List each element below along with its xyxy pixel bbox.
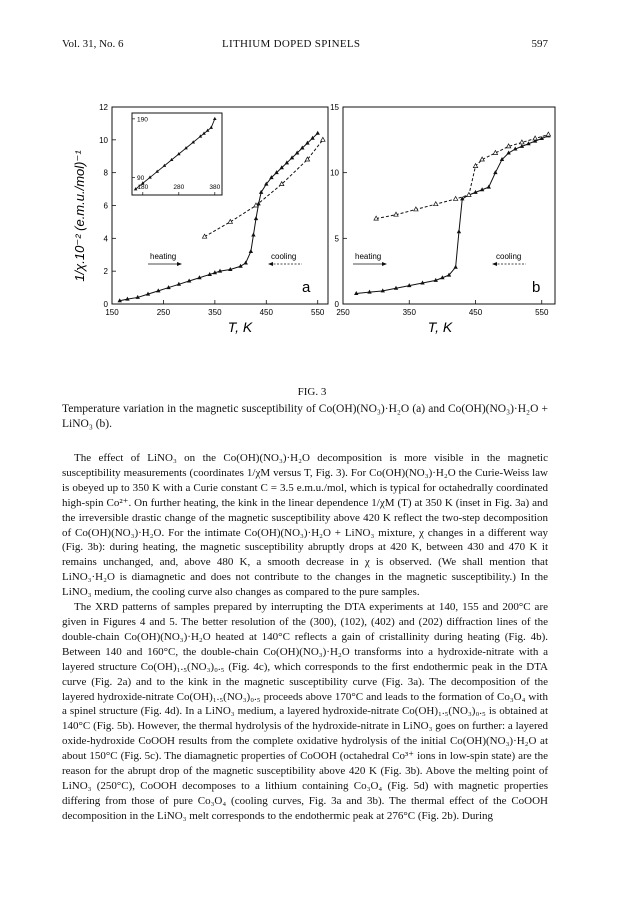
panel-a-heating-point [244,260,248,264]
panel-b-y-tick-label: 0 [334,300,339,309]
inset-y-tick-label: 190 [137,116,148,124]
panel-b-y-tick-label: 15 [330,103,339,112]
panel-a-heating-point [254,216,258,220]
panel-b-cooling-point [546,132,550,136]
panel-a-heating-arrowhead [177,262,182,266]
panel-a-y-tick-label: 6 [103,201,108,211]
panel-b-y-tick-label: 5 [334,234,339,244]
panel-b-cooling-arrowhead [492,262,497,266]
panel-a-y-tick-label: 10 [99,135,108,145]
panel-a-y-tick-label: 2 [103,267,108,277]
inset-x-tick-label: 380 [209,184,221,191]
panel-a-cooling-point [321,137,325,141]
panel-a-x-axis-label: T, K [227,319,253,335]
paragraph-1: The effect of LiNO₃ on the Co(OH)(NO₃)·H₂O decomposition is more visible in the magnetic susceptibility measurements (coordinates 1/χM versus T, Fig. 3). For Co(OH)(NO₃)·H₂O the Curie-Weiss law is obeyed up to 350 K with a Curie constant C = 3.5 e.m.u./mol, which is typical for octahedrally coordinated high-spin Co²⁺. On further heating, the kink in the linear dependence 1/χM (T) at 350 K (inset in Fig. 3a) and the irreversible drastic change of the magnetic susceptibility above 420 K reflect the two-step decomposition of Co(OH)(NO₃)·H₂O. For the intimate Co(OH)(NO₃)·H₂O + LiNO₃ mixture, χ changes in a different way (Fig. 3b): during heating, the magnetic susceptibility abruptly drops at 420 K, between 430 and 470 K it remains unchanged, and, above 480 K, a smooth decrease in χ is observed. (We shall mention that LiNO₃·H₂O is diamagnetic and does not contribute to the changes in the magnetic susceptibility.) In the LiNO₃ medium, the cooling curve also changes as compared to the pure samples. [62,452,548,599]
panel-b-heating-label: heating [355,252,382,261]
panel-a-y-tick-label: 4 [103,234,108,244]
inset-x-tick-label: 280 [173,184,185,191]
panel-a-x-tick-label: 550 [311,308,325,317]
panel-a-cooling-label: cooling [271,252,297,261]
panel-a-cooling-arrowhead [268,262,273,266]
panel-b-x-tick-label: 350 [402,308,416,317]
panel-a-heating-point [316,131,320,135]
y-axis-label: 1/χ.10⁻² (e.m.u./mol)⁻¹ [72,150,87,282]
inset-x-tick-label: 180 [137,184,149,191]
panel-b-heating-point [493,170,497,174]
panel-b-cooling-label: cooling [496,252,522,261]
panel-a-x-tick-label: 350 [208,308,222,317]
figure-3 [0,0,624,380]
panel-b-heating-point [453,265,457,269]
panel-b-cooling-point [453,196,457,200]
panel-b-cooling-point [533,136,537,140]
panel-a-letter: a [302,279,311,296]
body-text [62,451,548,824]
panel-b-x-axis-label: T, K [427,319,453,335]
panel-a-y-tick-label: 12 [99,103,108,112]
inset-frame [132,113,222,195]
panel-a-y-tick-label: 8 [103,168,108,178]
figure-caption: Temperature variation in the magnetic susceptibility of Co(OH)(NO₃)·H₂O (a) and Co(OH)(NO₃)·H₂O + LiNO₃ (b). [62,403,548,430]
header-page-number: 597 [531,38,548,50]
panel-b-x-tick-label: 450 [468,308,483,317]
header-volume: Vol. 31, No. 6 [62,38,124,50]
panel-a-heating-point [251,233,255,237]
panel-b-x-tick-label: 550 [535,308,549,317]
inset-y-tick-label: 90 [137,174,145,182]
paragraph-2: The XRD patterns of samples prepared by interrupting the DTA experiments at 140, 155 and 200°C are given in Figures 4 and 5. The better resolution of the (300), (102), (402) and (202) diffraction lines of the double-chain Co(OH)(NO₃)·H₂O heated at 140°C reflects a gain of cristallinity during heating (Fig. 4b). Between 140 and 160°C, the double-chain Co(OH)(NO₃)·H₂O transforms into a hydroxide-nitrate with a layered structure Co(OH)₁.₅(NO₃)₀.₅ (Fig. 4c), which corresponds to the first endothermic peak in the DTA curve (Fig. 2a) and to the kink in the magnetic susceptibility curve (Fig. 3a). The decomposition of the layered hydroxide-nitrate Co(OH)₁.₅(NO₃)₀.₅ proceeds above 170°C and leads to the formation of Co₃O₄ with a spinel structure (Fig. 4d). In a LiNO₃ medium, a layered hydroxide-nitrate Co(OH)₁.₅(NO₃)₀.₅ is obtained at 140°C (Fig. 5b). However, the thermal hydrolysis of the hydroxide-nitrate in LiNO₃ goes on further: a layered oxide-hydroxide CoOOH results from the complete oxidative hydrolysis of the initial Co(OH)(NO₃)·H₂O at about 150°C (Fig. 5c). The diamagnetic properties of CoOOH (octahedral Co³⁺ ions in low-spin state) are the reason for the abrupt drop of the magnetic susceptibility above 420 K (Fig. 3b). Above the melting point of LiNO₃ (250°C), CoOOH decomposes to a lithium containing Co₃O₄ (Fig. 5d) with magnetic properties differing from those of pure Co₃O₄ (cooling curves, Fig. 3a and 3b). The thermal effect of the CoOOH decomposition in the LiNO₃ melt corresponds to the endothermic peak at 276°C (Fig. 2b). During [62,601,548,822]
panel-b-heating-point [487,185,491,189]
panel-b-heating-point [457,229,461,233]
panel-b-x-tick-label: 250 [336,308,350,317]
panel-a-heating-point [249,249,253,253]
y-axis-label-group [72,150,87,282]
panel-b-y-tick-label: 10 [330,168,339,178]
panel-a-x-tick-label: 150 [105,308,119,317]
panel-a-x-tick-label: 450 [259,308,273,317]
figure-label: FIG. 3 [297,386,327,398]
panel-a-x-tick-label: 250 [156,308,171,317]
panel-b-heating-series [356,136,548,294]
panel-b-letter: b [532,279,541,296]
panel-b-heating-arrowhead [382,262,387,266]
header-title: LITHIUM DOPED SPINELS [222,38,361,50]
panel-a-y-tick-label: 0 [103,300,108,309]
panel-a-heating-label: heating [150,252,177,261]
panel-b-cooling-point [520,140,524,144]
